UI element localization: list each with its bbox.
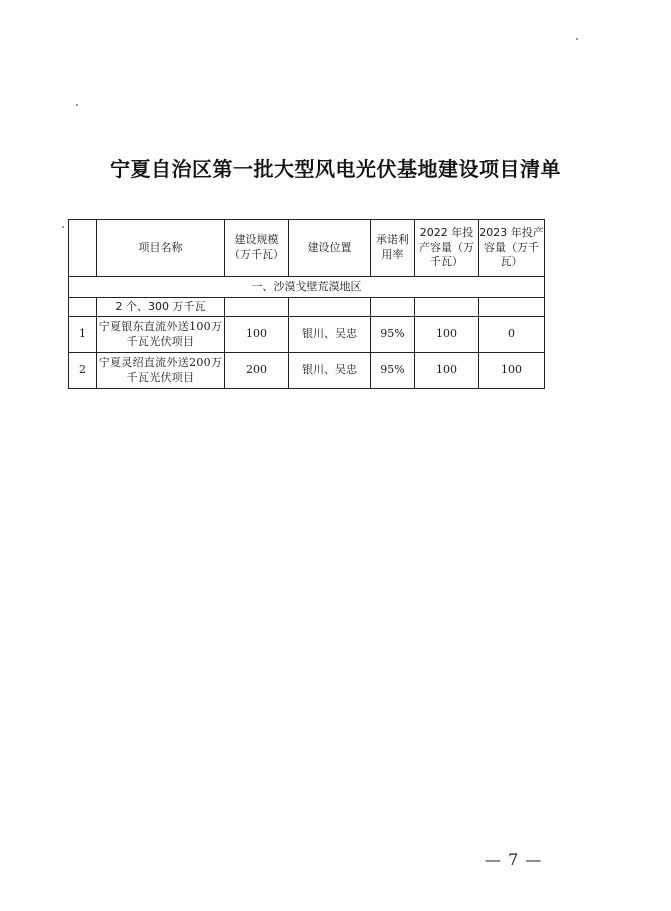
subtotal-empty-cell [225,298,289,317]
header-utilization: 承诺利用率 [371,220,415,277]
header-project-name: 项目名称 [97,220,225,277]
row-capacity-2023: 0 [479,317,545,353]
row-location: 银川、吴忠 [289,317,371,353]
subtotal-row [69,298,545,317]
row-project-name: 宁夏银东直流外送100万千瓦光伏项目 [97,317,225,353]
row-project-name: 宁夏灵绍直流外送200万千瓦光伏项目 [97,353,225,389]
row-utilization: 95% [371,353,415,389]
row-scale: 100 [225,317,289,353]
scan-speck [576,38,578,40]
section-row [69,277,545,298]
table-header-row [69,220,545,277]
page-number: — 7 — [485,850,543,869]
subtotal-empty-cell [289,298,371,317]
row-index: 2 [69,353,97,389]
row-capacity-2023: 100 [479,353,545,389]
header-location: 建设位置 [289,220,371,277]
row-capacity-2022: 100 [415,317,479,353]
document-title: 宁夏自治区第一批大型风电光伏基地建设项目清单 [110,157,561,181]
row-index: 1 [69,317,97,353]
subtotal-empty-cell [371,298,415,317]
header-capacity-2023: 2023 年投产容量（万千瓦） [479,220,545,277]
scan-speck [76,104,78,106]
section-label: 一、沙漠戈壁荒漠地区 [69,277,545,298]
project-list-table [68,219,545,389]
subtotal-empty-cell [479,298,545,317]
subtotal-index-cell [69,298,97,317]
row-location: 银川、吴忠 [289,353,371,389]
table-row [69,353,545,389]
row-capacity-2022: 100 [415,353,479,389]
scan-speck [62,226,64,228]
header-scale: 建设规模（万千瓦） [225,220,289,277]
header-index [69,220,97,277]
row-utilization: 95% [371,317,415,353]
subtotal-label: 2 个、300 万千瓦 [97,298,225,317]
subtotal-empty-cell [415,298,479,317]
table-row [69,317,545,353]
header-capacity-2022: 2022 年投产容量（万千瓦） [415,220,479,277]
row-scale: 200 [225,353,289,389]
